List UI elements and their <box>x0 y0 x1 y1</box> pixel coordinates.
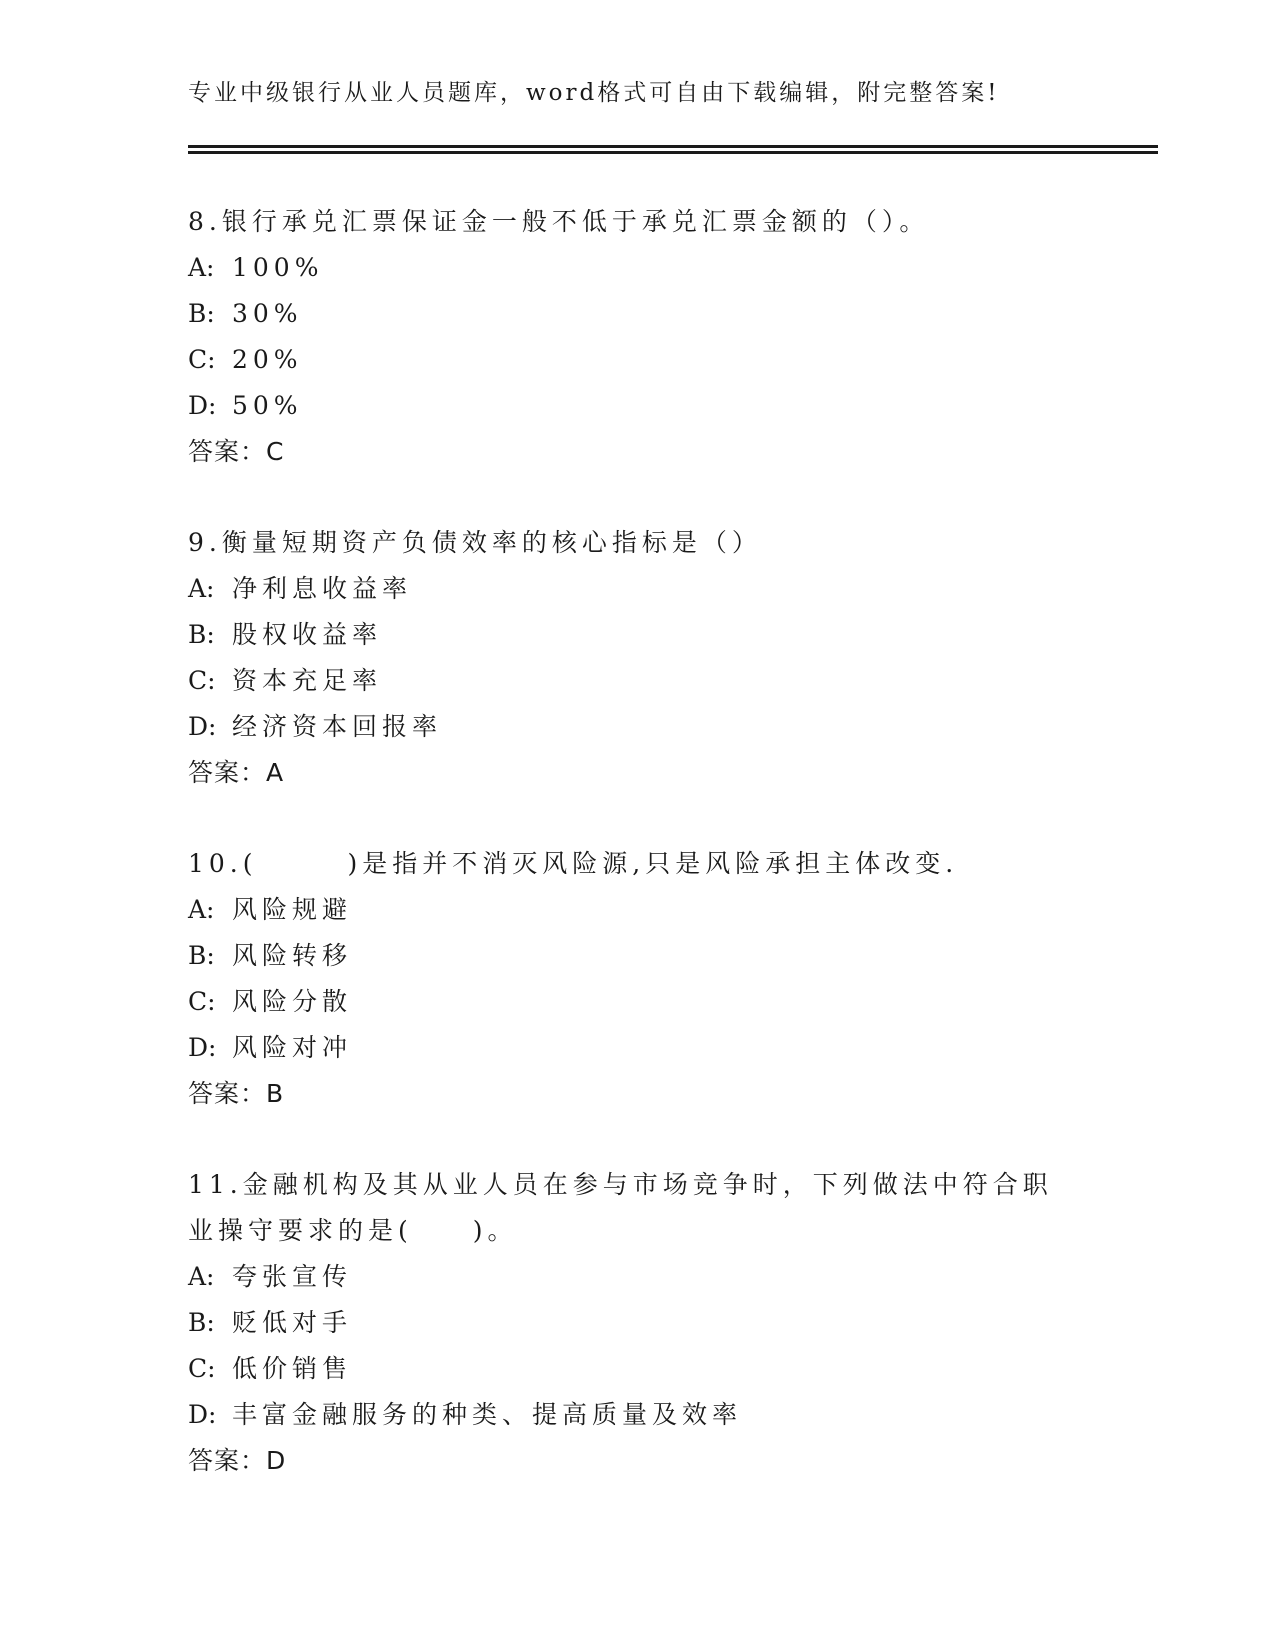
question-stem: 10.( )是指并不消灭风险源,只是风险承担主体改变. <box>188 849 959 878</box>
option-a: A: 风险规避 <box>188 895 353 924</box>
option-a: A: 净利息收益率 <box>188 574 413 603</box>
header-divider-bottom <box>188 151 1158 154</box>
question-stem: 8.银行承兑汇票保证金一般不低于承兑汇票金额的（）。 <box>188 207 930 236</box>
option-d: D: 50% <box>188 391 303 420</box>
option-c: C: 低价销售 <box>188 1354 353 1383</box>
question-9 <box>188 520 1088 796</box>
option-c: C: 资本充足率 <box>188 666 383 695</box>
option-d: D: 丰富金融服务的种类、提高质量及效率 <box>188 1400 743 1429</box>
question-stem: 11.金融机构及其从业人员在参与市场竞争时，下列做法中符合职业操守要求的是( )。 <box>188 1170 1053 1245</box>
question-stem: 9.衡量短期资产负债效率的核心指标是（） <box>188 528 762 557</box>
question-11 <box>188 1162 1068 1484</box>
answer-line: 答案：A <box>188 758 285 787</box>
option-c: C: 风险分散 <box>188 987 353 1016</box>
page-header: 专业中级银行从业人员题库，word格式可自由下载编辑，附完整答案! <box>188 80 1000 106</box>
option-d: D: 风险对冲 <box>188 1033 353 1062</box>
option-b: B: 股权收益率 <box>188 620 383 649</box>
option-a: A: 夸张宣传 <box>188 1262 353 1291</box>
header-divider-top <box>188 145 1158 148</box>
option-d: D: 经济资本回报率 <box>188 712 443 741</box>
question-10 <box>188 841 1088 1117</box>
option-a: A: 100% <box>188 253 324 282</box>
option-c: C: 20% <box>188 345 303 374</box>
option-b: B: 风险转移 <box>188 941 353 970</box>
question-8 <box>188 199 1088 475</box>
option-b: B: 30% <box>188 299 303 328</box>
answer-line: 答案：C <box>188 437 285 466</box>
answer-line: 答案：B <box>188 1079 285 1108</box>
answer-line: 答案：D <box>188 1446 287 1475</box>
option-b: B: 贬低对手 <box>188 1308 353 1337</box>
